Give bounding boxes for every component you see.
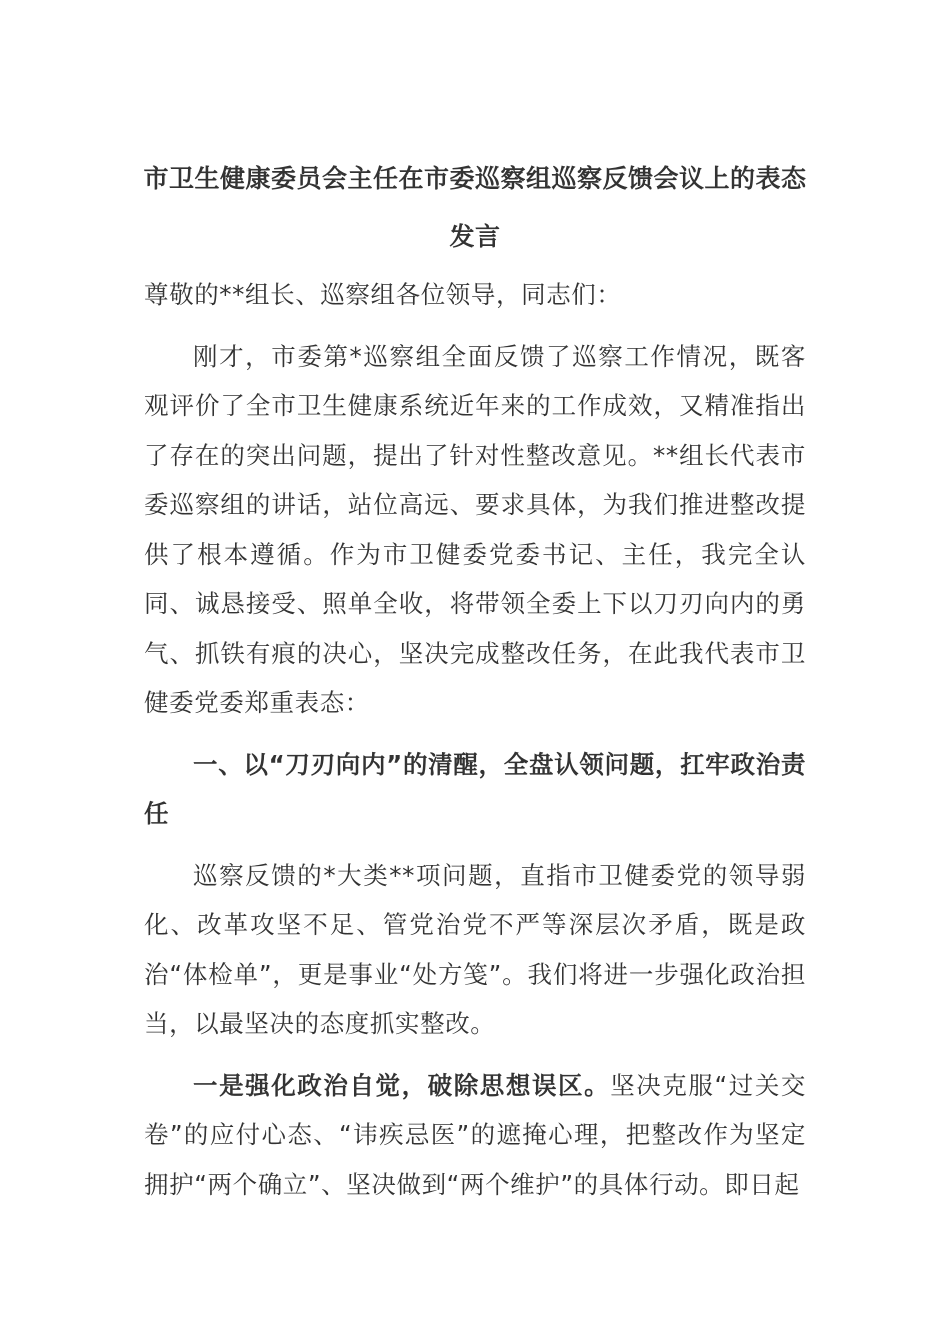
paragraph-intro: 刚才，市委第*巡察组全面反馈了巡察工作情况，既客观评价了全市卫生健康系统近年来的工作成效，又精准指出了存在的突出问题，提出了针对性整改意见。**组长代表市委巡察组的讲话，站位高远、要求具体，为我们推进整改提供了根本遵循。作为市卫健委党委书记、主任，我完全认同、诚恳接受、照单全收，将带领全委上下以刀刃向内的勇气、抓铁有痕的决心，坚决完成整改任务，在此我代表市卫健委党委郑重表态： xyxy=(144,341,806,717)
paragraph-section1-body: 巡察反馈的*大类**项问题，直指市卫健委党的领导弱化、改革攻坚不足、管党治党不严等深层次矛盾，既是政治“体检单”，更是事业“处方笺”。我们将进一步强化政治担当，以最坚决的态度抓实整改。 xyxy=(144,860,806,1038)
point-1-body: 坚决克服“过关交卷”的应付心态、“讳疾忌医”的遮掩心理，把整改作为坚定拥护“两个确立”、坚决做到“两个维护”的具体行动。即日起 xyxy=(144,1070,806,1199)
point-1-lead: 一是强化政治自觉，破除思想误区。 xyxy=(193,1070,611,1100)
salutation: 尊敬的**组长、巡察组各位领导，同志们： xyxy=(144,280,622,309)
paragraph-point-1 xyxy=(144,1061,806,1210)
document-page xyxy=(144,150,806,1209)
section-heading-1: 一、以“刀刃向内”的清醒，全盘认领问题，扛牢政治责任 xyxy=(144,749,806,828)
document-title: 市卫生健康委员会主任在市委巡察组巡察反馈会议上的表态发言 xyxy=(143,164,807,251)
